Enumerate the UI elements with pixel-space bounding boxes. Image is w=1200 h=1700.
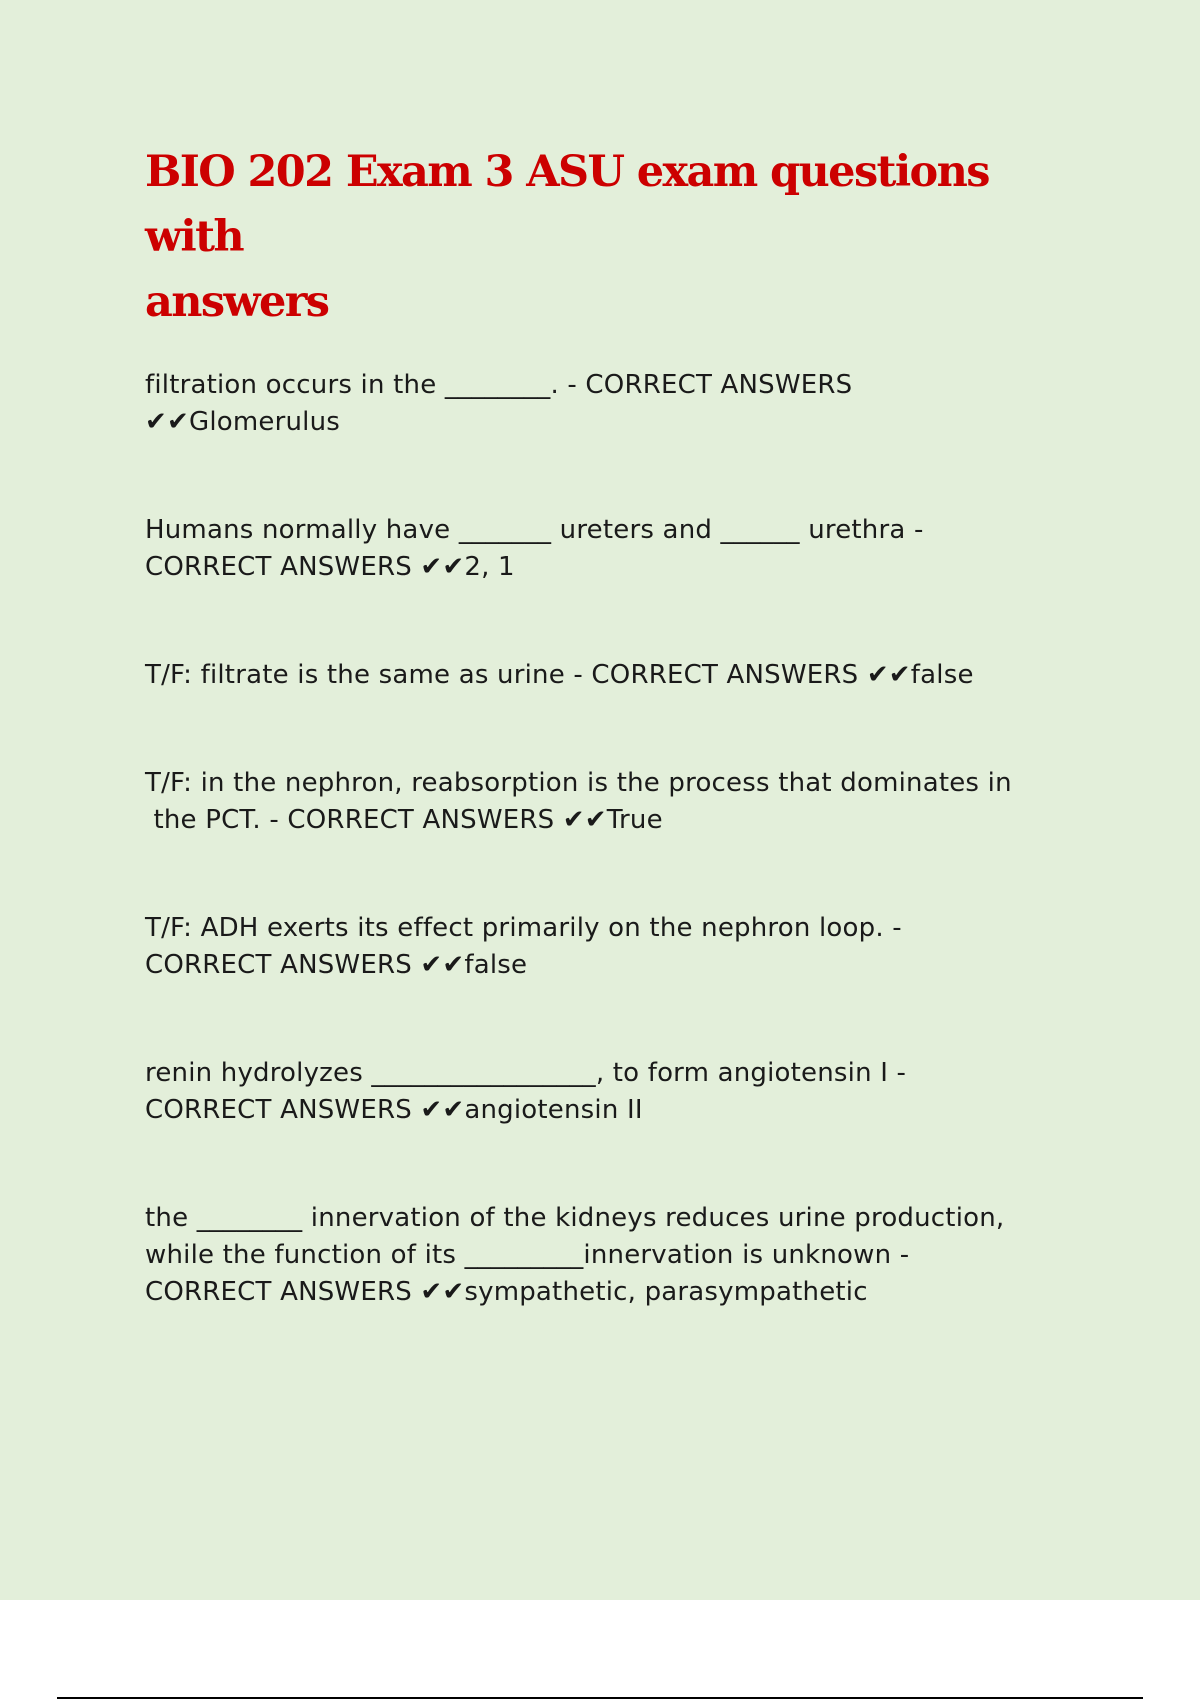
qa-text-line: while the function of its _________innervation is unknown -	[145, 1240, 910, 1270]
qa-item	[145, 1055, 1090, 1129]
qa-text-line: T/F: ADH exerts its effect primarily on the nephron loop. -	[145, 913, 902, 943]
title-line-1: BIO 202 Exam 3 ASU exam questions with	[145, 147, 989, 262]
qa-item	[145, 512, 1090, 586]
qa-text-line: ✔✔Glomerulus	[145, 407, 340, 437]
qa-text-line: the ________ innervation of the kidneys reduces urine production,	[145, 1203, 1005, 1233]
qa-text-line: Humans normally have _______ ureters and ______ urethra -	[145, 515, 924, 545]
question-list	[145, 367, 1090, 1382]
qa-item	[145, 657, 1090, 694]
footer-divider	[57, 1697, 1143, 1699]
qa-text-line: CORRECT ANSWERS ✔✔angiotensin II	[145, 1095, 643, 1125]
qa-item	[145, 910, 1090, 984]
qa-text-line: renin hydrolyzes _________________, to form angiotensin I -	[145, 1058, 907, 1088]
qa-item	[145, 367, 1090, 441]
qa-item	[145, 1200, 1090, 1311]
qa-text-line: T/F: filtrate is the same as urine - CORRECT ANSWERS ✔✔false	[145, 660, 974, 690]
qa-text-line: CORRECT ANSWERS ✔✔sympathetic, parasympathetic	[145, 1277, 868, 1307]
qa-text-line: filtration occurs in the ________. - CORRECT ANSWERS	[145, 370, 853, 400]
qa-text-line: the PCT. - CORRECT ANSWERS ✔✔True	[145, 805, 663, 835]
qa-text-line: T/F: in the nephron, reabsorption is the process that dominates in	[145, 768, 1012, 798]
qa-item	[145, 765, 1090, 839]
document-title	[145, 140, 1045, 335]
qa-text-line: CORRECT ANSWERS ✔✔false	[145, 950, 528, 980]
qa-text-line: CORRECT ANSWERS ✔✔2, 1	[145, 552, 515, 582]
title-line-2: answers	[145, 277, 329, 327]
